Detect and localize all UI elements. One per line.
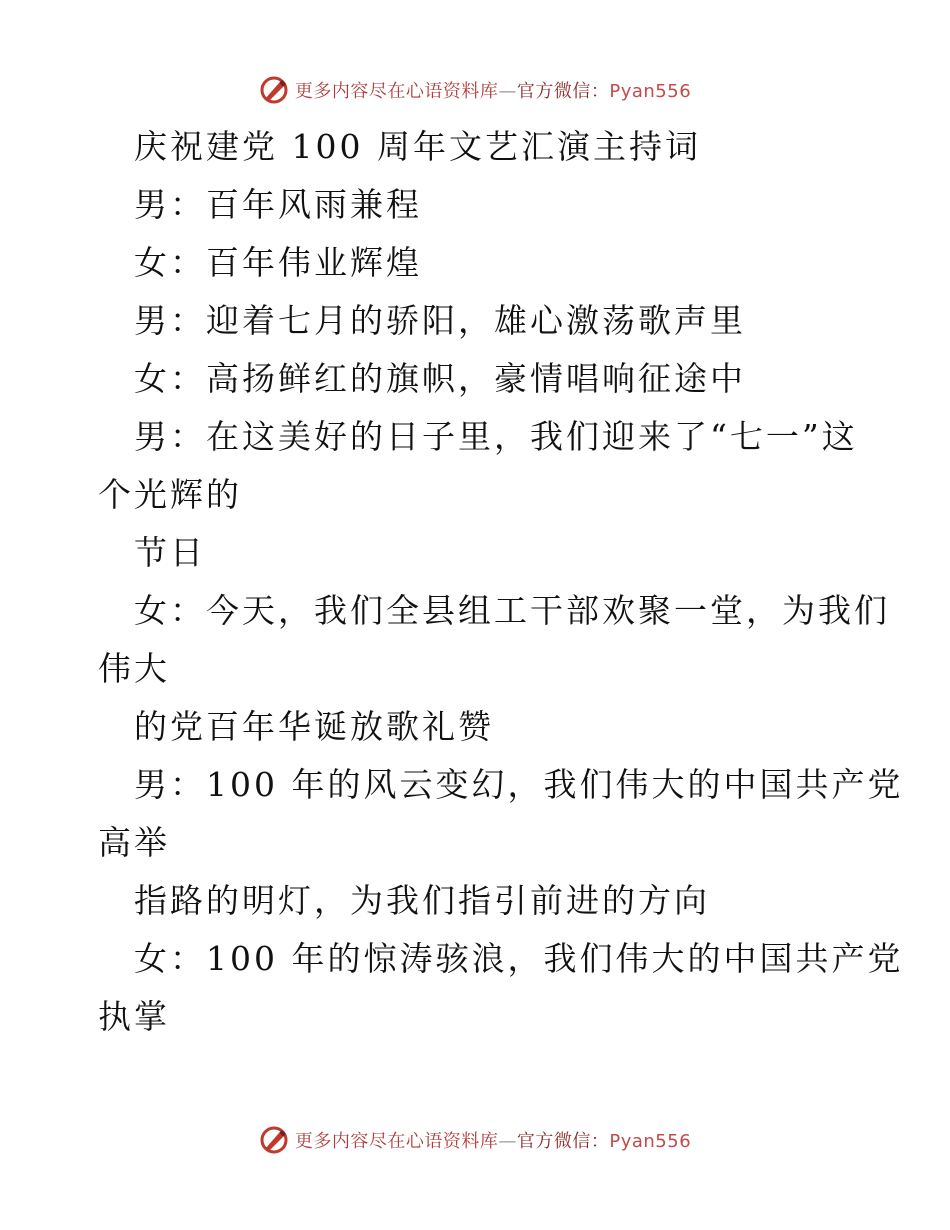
text-line: 女：今天，我们全县组工干部欢聚一堂，为我们 xyxy=(134,591,890,630)
text-line: 女：高扬鲜红的旗帜，豪情唱响征途中 xyxy=(134,359,746,398)
text-line: 男：100 年的风云变幻，我们伟大的中国共产党 xyxy=(134,765,904,804)
footer-banner-title: 更多内容尽在心语资料库 xyxy=(294,1131,499,1152)
text-line: 的党百年华诞放歌礼赞 xyxy=(134,707,494,746)
header-banner-separator: — xyxy=(498,81,517,102)
text-line: 高举 xyxy=(98,823,170,862)
header-banner-title: 更多内容尽在心语资料库 xyxy=(294,81,499,102)
footer-banner-wechat-id: Pyan556 xyxy=(609,1131,692,1152)
header-banner-text xyxy=(295,77,691,103)
text-line: 女：100 年的惊涛骇浪，我们伟大的中国共产党 xyxy=(134,939,904,978)
footer-banner-separator: — xyxy=(498,1131,517,1152)
footer-banner-wechat-label: 官方微信： xyxy=(516,1131,610,1152)
header-banner-wechat-id: Pyan556 xyxy=(609,81,692,102)
pen-logo-icon xyxy=(259,1125,289,1155)
footer-banner-text xyxy=(295,1127,691,1153)
text-line: 节日 xyxy=(134,533,206,572)
header-watermark-banner xyxy=(0,70,950,110)
header-banner-wechat-label: 官方微信： xyxy=(516,81,610,102)
text-line: 女：百年伟业辉煌 xyxy=(134,243,422,282)
document-body xyxy=(98,118,904,1046)
text-line: 个光辉的 xyxy=(98,475,242,514)
text-line: 指路的明灯，为我们指引前进的方向 xyxy=(134,881,710,920)
text-line: 男：在这美好的日子里，我们迎来了“七一”这 xyxy=(134,417,858,456)
text-line: 伟大 xyxy=(98,649,170,688)
text-line: 执掌 xyxy=(98,997,170,1036)
document-title: 庆祝建党 100 周年文艺汇演主持词 xyxy=(134,127,701,166)
footer-watermark-banner xyxy=(0,1120,950,1160)
text-line: 男：迎着七月的骄阳，雄心激荡歌声里 xyxy=(134,301,746,340)
pen-logo-icon xyxy=(259,75,289,105)
text-line: 男：百年风雨兼程 xyxy=(134,185,422,224)
